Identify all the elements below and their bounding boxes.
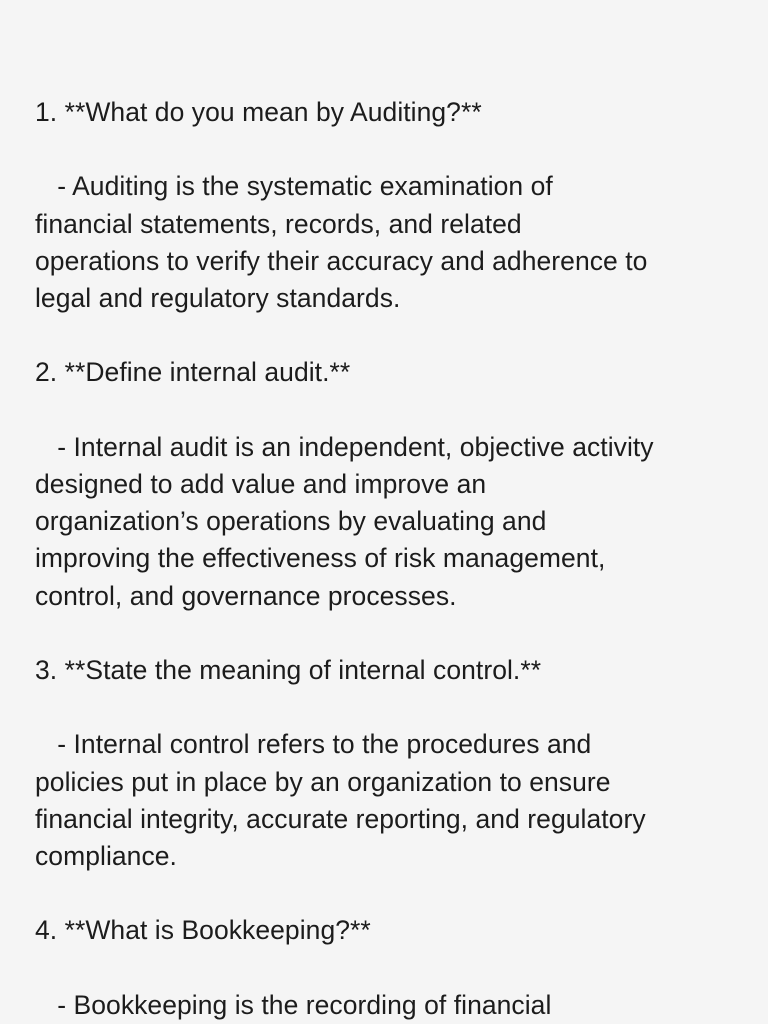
answer-line: organization’s operations by evaluating and	[35, 506, 547, 537]
question-heading: 1. **What do you mean by Auditing?**	[35, 97, 482, 127]
answer-line: operations to verify their accuracy and adherence to	[35, 245, 648, 276]
qa-item-2	[35, 354, 735, 614]
qa-list	[35, 94, 735, 1024]
question-heading: 4. **What is Bookkeeping?**	[35, 915, 371, 946]
answer-text	[35, 726, 735, 875]
answer-line: - Internal control refers to the procedures and	[35, 729, 592, 760]
qa-item-1	[35, 94, 735, 317]
answer-text	[35, 987, 735, 1024]
answer-line: financial integrity, accurate reporting, and regulatory	[35, 803, 646, 834]
answer-line: financial statements, records, and related	[35, 208, 522, 239]
answer-line: legal and regulatory standards.	[35, 283, 401, 313]
answer-line: - Auditing is the systematic examination of	[35, 171, 553, 202]
answer-line: - Internal audit is an independent, objective activity	[35, 431, 654, 462]
question-heading: 2. **Define internal audit.**	[35, 357, 351, 388]
answer-text	[35, 429, 735, 615]
answer-line: designed to add value and improve an	[35, 468, 487, 499]
answer-line: improving the effectiveness of risk management,	[35, 543, 606, 574]
qa-item-4	[35, 912, 735, 1024]
qa-item-3	[35, 652, 735, 875]
answer-line: control, and governance processes.	[35, 580, 457, 611]
answer-text	[35, 168, 735, 317]
answer-line: policies put in place by an organization to ensure	[35, 766, 611, 797]
answer-line: compliance.	[35, 840, 177, 871]
question-heading: 3. **State the meaning of internal control.**	[35, 654, 542, 685]
answer-line: - Bookkeeping is the recording of financial	[35, 989, 552, 1020]
